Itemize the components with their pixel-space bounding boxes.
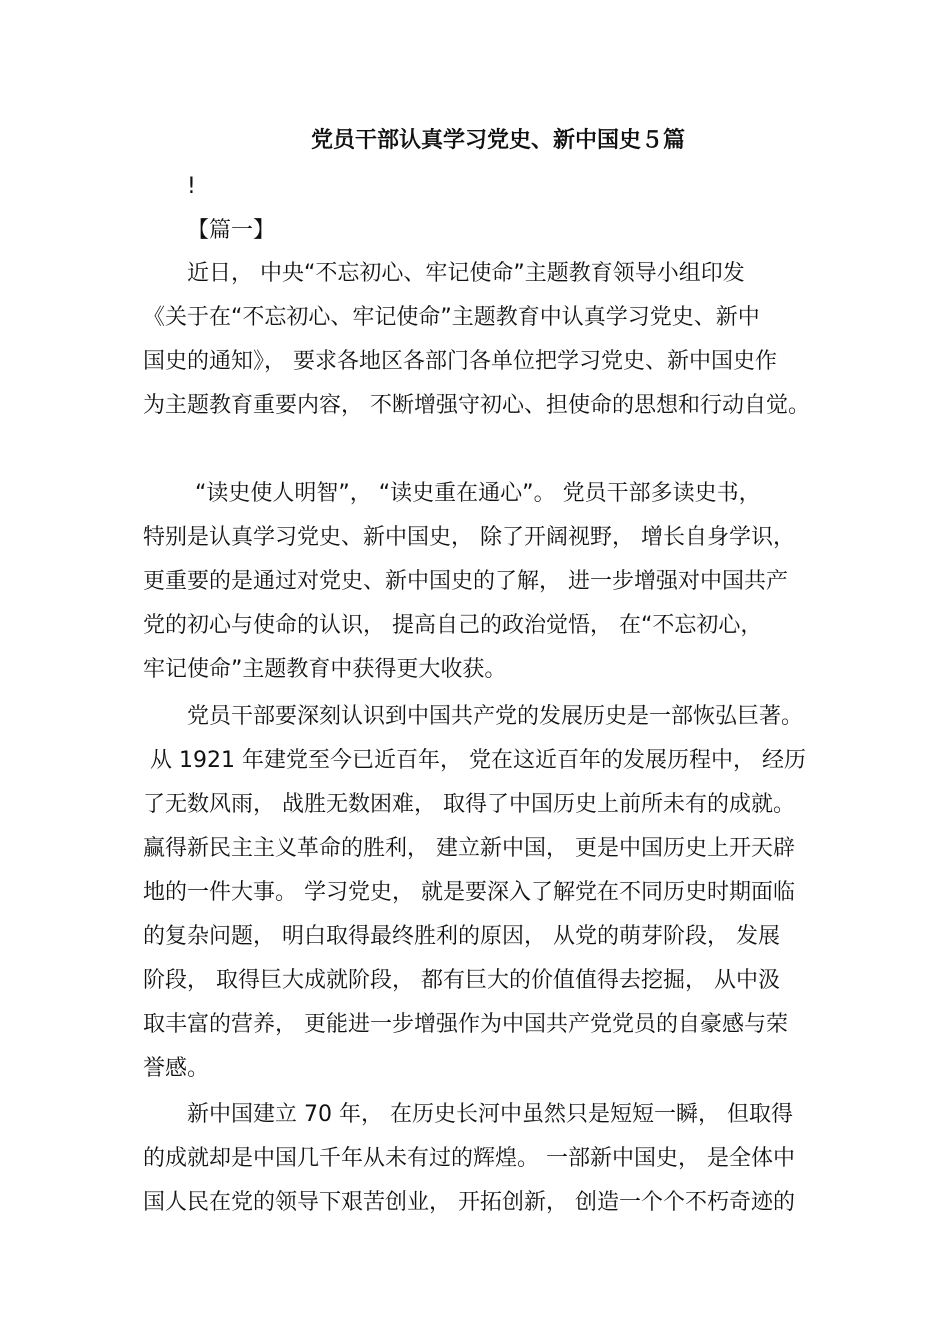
paragraph-line: 赢得新民主主义革命的胜利， 建立新中国， 更是中国历史上开天辟 [143, 836, 795, 861]
paragraph-line: 誉感。 [143, 1056, 210, 1081]
paragraph-line: 的成就却是中国几千年从未有过的辉煌。 一部新中国史， 是全体中 [143, 1146, 795, 1171]
paragraph-line: 近日， 中央“不忘初心、牢记使命”主题教育领导小组印发 [187, 261, 745, 286]
paragraph-line: 国史的通知》， 要求各地区各部门各单位把学习党史、新中国史作 [143, 349, 777, 374]
paragraph-line: 阶段， 取得巨大成就阶段， 都有巨大的价值值得去挖掘， 从中汲 [143, 968, 780, 993]
exclamation-mark: ! [187, 174, 196, 199]
paragraph-line: 牢记使命”主题教育中获得更大收获。 [143, 657, 507, 682]
document-title: 党员干部认真学习党史、新中国史５篇 [310, 128, 685, 153]
paragraph-line: 新中国建立 70 年， 在历史长河中虽然只是短短一瞬， 但取得 [187, 1102, 793, 1127]
paragraph-line: 党的初心与使命的认识， 提高自己的政治觉悟， 在“不忘初心， [143, 613, 763, 638]
paragraph-line: “读史使人明智”， “读史重在通心”。 党员干部多读史书， [195, 481, 761, 506]
paragraph-line: 国人民在党的领导下艰苦创业， 开拓创新， 创造一个个不朽奇迹的 [143, 1190, 795, 1215]
paragraph-line: 为主题教育重要内容， 不断增强守初心、担使命的思想和行动自觉。 [143, 393, 810, 418]
paragraph-line: 地的一件大事。 学习党史， 就是要深入了解党在不同历史时期面临 [143, 880, 795, 905]
paragraph-line: 的复杂问题， 明白取得最终胜利的原因， 从党的萌芽阶段， 发展 [143, 924, 780, 949]
paragraph-line: 《关于在“不忘初心、牢记使命”主题教育中认真学习党史、新中 [143, 305, 760, 330]
paragraph-line: 了无数风雨， 战胜无数困难， 取得了中国历史上前所未有的成就。 [143, 792, 795, 817]
paragraph-line: 特别是认真学习党史、新中国史， 除了开阔视野， 增长自身学识， [143, 525, 795, 550]
section-label: 【篇一】 [187, 218, 276, 243]
paragraph-line: 取丰富的营养， 更能进一步增强作为中国共产党党员的自豪感与荣 [143, 1012, 788, 1037]
paragraph-line: 党员干部要深刻认识到中国共产党的发展历史是一部恢弘巨著。 [187, 704, 804, 729]
paragraph-line: 从 1921 年建党至今已近百年， 党在这近百年的发展历程中， 经历 [143, 748, 806, 773]
paragraph-line: 更重要的是通过对党史、新中国史的了解， 进一步增强对中国共产 [143, 569, 788, 594]
